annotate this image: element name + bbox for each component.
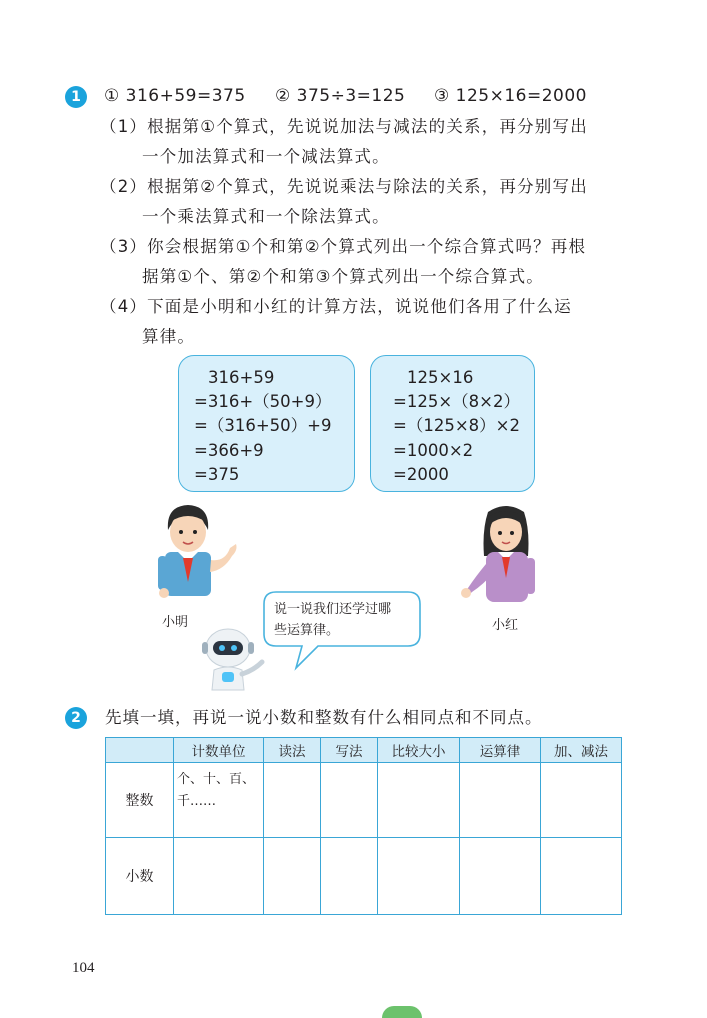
calc-line: =316+（50+9） [194,392,332,412]
table-cell [174,838,264,915]
table-row [106,763,622,838]
table-row [106,838,622,915]
question-3-line-1: （3）你会根据第①个和第②个算式列出一个综合算式吗？再根 [100,237,587,256]
problem-1-badge: 1 [65,86,87,108]
calc-line: =375 [194,464,240,484]
table-header-cell: 加、减法 [541,738,622,763]
boy-name-label: 小明 [162,615,189,630]
table-header-cell: 写法 [321,738,378,763]
xiaoming-calculation-box [178,355,355,492]
calc-line: 125×16 [407,368,474,387]
comparison-table [105,737,622,915]
table-cell [378,838,460,915]
question-1-line-2: 一个加法算式和一个减法算式。 [142,147,390,166]
page-edge-tab [382,1006,422,1018]
problem-2-prompt: 先填一填，再说一说小数和整数有什么相同点和不同点。 [105,708,543,727]
table-header-cell: 比较大小 [378,738,460,763]
table-cell [378,763,460,838]
question-3-line-2: 据第①个、第②个和第③个算式列出一个综合算式。 [142,267,544,286]
row-label-decimal: 小数 [106,838,174,915]
equation-2: ② 375÷3=125 [275,86,406,106]
table-header-cell: 计数单位 [174,738,264,763]
table-cell [264,838,321,915]
calc-line: =2000 [393,464,449,484]
page-number: 104 [72,960,95,976]
table-cell [541,838,622,915]
question-2-line-1: （2）根据第②个算式，先说说乘法与除法的关系，再分别写出 [100,177,588,196]
unit-line: 个、十、百、 [177,772,256,787]
table-cell [460,838,541,915]
table-cell [541,763,622,838]
calc-line: 316+59 [208,368,275,387]
question-2-line-2: 一个乘法算式和一个除法算式。 [142,207,390,226]
calc-line: =（125×8）×2 [393,416,520,436]
integer-unit-cell [174,763,264,838]
equation-1: ① 316+59=375 [104,86,246,106]
question-4-line-2: 算律。 [142,327,196,346]
xiaohong-calculation-box [370,355,535,492]
table-cell [460,763,541,838]
table-header-cell: 读法 [264,738,321,763]
calc-line: =366+9 [194,440,264,460]
table-cell [264,763,321,838]
calc-line: =（316+50）+9 [194,416,332,436]
question-4-line-1: （4）下面是小明和小红的计算方法，说说他们各用了什么运 [100,297,572,316]
boy-illustration [150,500,245,608]
row-label-integer: 整数 [106,763,174,838]
unit-line: 千…… [177,794,217,809]
equation-3: ③ 125×16=2000 [434,86,587,106]
problem-2-badge: 2 [65,707,87,729]
speech-text-line-2: 些运算律。 [274,623,340,638]
girl-name-label: 小红 [492,618,519,633]
table-header-cell: 运算律 [460,738,541,763]
table-header-cell [106,738,174,763]
table-cell [321,838,378,915]
table-cell [321,763,378,838]
calc-line: =125×（8×2） [393,392,520,412]
calc-line: =1000×2 [393,440,474,460]
robot-illustration [198,624,270,696]
girl-illustration [458,500,550,612]
speech-text-line-1: 说一说我们还学过哪 [274,602,392,617]
table-header-row [106,738,622,763]
question-1-line-1: （1）根据第①个算式，先说说加法与减法的关系，再分别写出 [100,117,588,136]
